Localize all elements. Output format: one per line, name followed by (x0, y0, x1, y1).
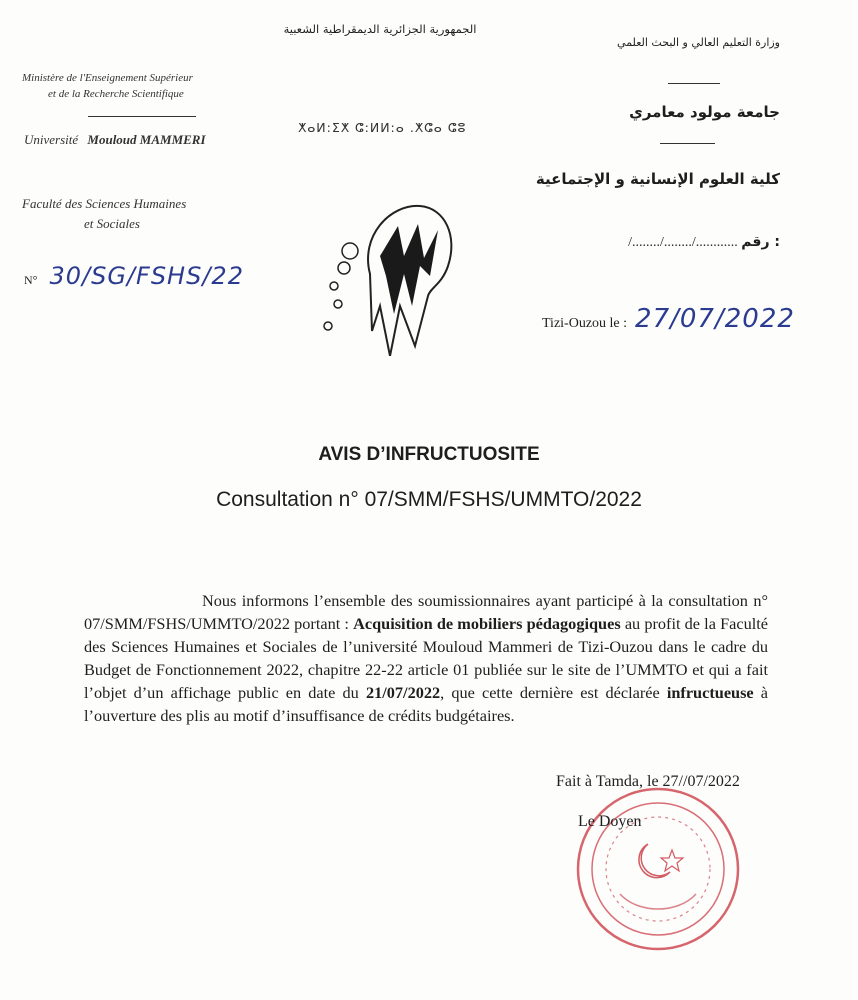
republic-name-ar: الجمهورية الجزائرية الديمقراطية الشعبية (283, 22, 477, 36)
reference-number-ar (560, 234, 780, 251)
body-part-1: Nous informons l’ensemble des soumissionnaires ayant participé à la consultation n° 07/SMM/FSHS/UMMTO/2022 portant : (84, 591, 768, 633)
body-part-3: , que cette dernière est déclarée (440, 683, 667, 702)
body-bold-date: 21/07/2022 (365, 683, 441, 702)
ministry-line-1: Ministère de l'Enseignement Supérieur (22, 72, 193, 84)
university-name-fr (24, 132, 206, 148)
university-name: Mouloud MAMMERI (87, 132, 206, 147)
body-part-4: à l’ouverture des plis au motif d’insuffisance de crédits budgétaires. (84, 683, 769, 725)
ref-dots: /......../......../............ (628, 235, 738, 250)
faculty-name-fr (22, 194, 186, 234)
faculty-line-2: et Sociales (84, 216, 140, 231)
body-bold-status: infructueuse (666, 683, 754, 702)
official-stamp (558, 784, 758, 954)
place-date-label: Tizi-Ouzou le : (542, 316, 628, 331)
ministry-name-ar: وزارة التعليم العالي و البحث العلمي (617, 36, 780, 49)
date-handwritten: 27/07/2022 (635, 304, 795, 334)
ref-label-ar: رقم : (741, 234, 780, 250)
signature-role: Le Doyen (578, 813, 642, 830)
reference-number-fr (24, 262, 244, 290)
faculty-line-1: Faculté des Sciences Humaines (22, 196, 187, 211)
university-name-ar: جامعة مولود معامري (629, 103, 780, 121)
body-paragraph (84, 589, 768, 727)
signature-place-date: Fait à Tamda, le 27//07/2022 (556, 773, 740, 790)
place-date-header (542, 304, 795, 334)
university-prefix: Université (24, 132, 79, 147)
ref-handwritten: 30/SG/FSHS/22 (49, 262, 244, 290)
ministry-line-2: et de la Recherche Scientifique (48, 88, 184, 100)
ministry-ar-underline (668, 83, 720, 84)
university-logo (320, 196, 470, 356)
ministry-name-fr (22, 70, 193, 102)
ministry-underline (88, 116, 196, 117)
body-bold-subject: Acquisition de mobiliers pédagogiques (353, 614, 621, 633)
ref-label: N° (24, 273, 38, 287)
notice-title: AVIS D’INFRUCTUOSITE (318, 444, 540, 465)
notice-subtitle: Consultation n° 07/SMM/FSHS/UMMTO/2022 (216, 488, 642, 511)
notice-body (84, 589, 768, 727)
body-part-2: au profit de la Faculté des Sciences Humaines et Sociales de l’université Mouloud Mammeri de Tizi-Ouzou dans le cadre du Budget de Fonctionnement 2022, chapitre 22-22 article 01 publiée sur le site de l’UMMTO et qui a fait l’objet d’un affichage public en date du (84, 614, 769, 702)
university-ar-underline (660, 143, 715, 144)
faculty-name-ar: كلية العلوم الإنسانية و الإجتماعية (535, 170, 780, 188)
university-name-tifinagh: ⵅⴰⵍ:ⵉⵅ ⵛ:ⵍⵍ:ⴰ .ⵅⵛⴰ ⵛⵓ (298, 120, 467, 135)
